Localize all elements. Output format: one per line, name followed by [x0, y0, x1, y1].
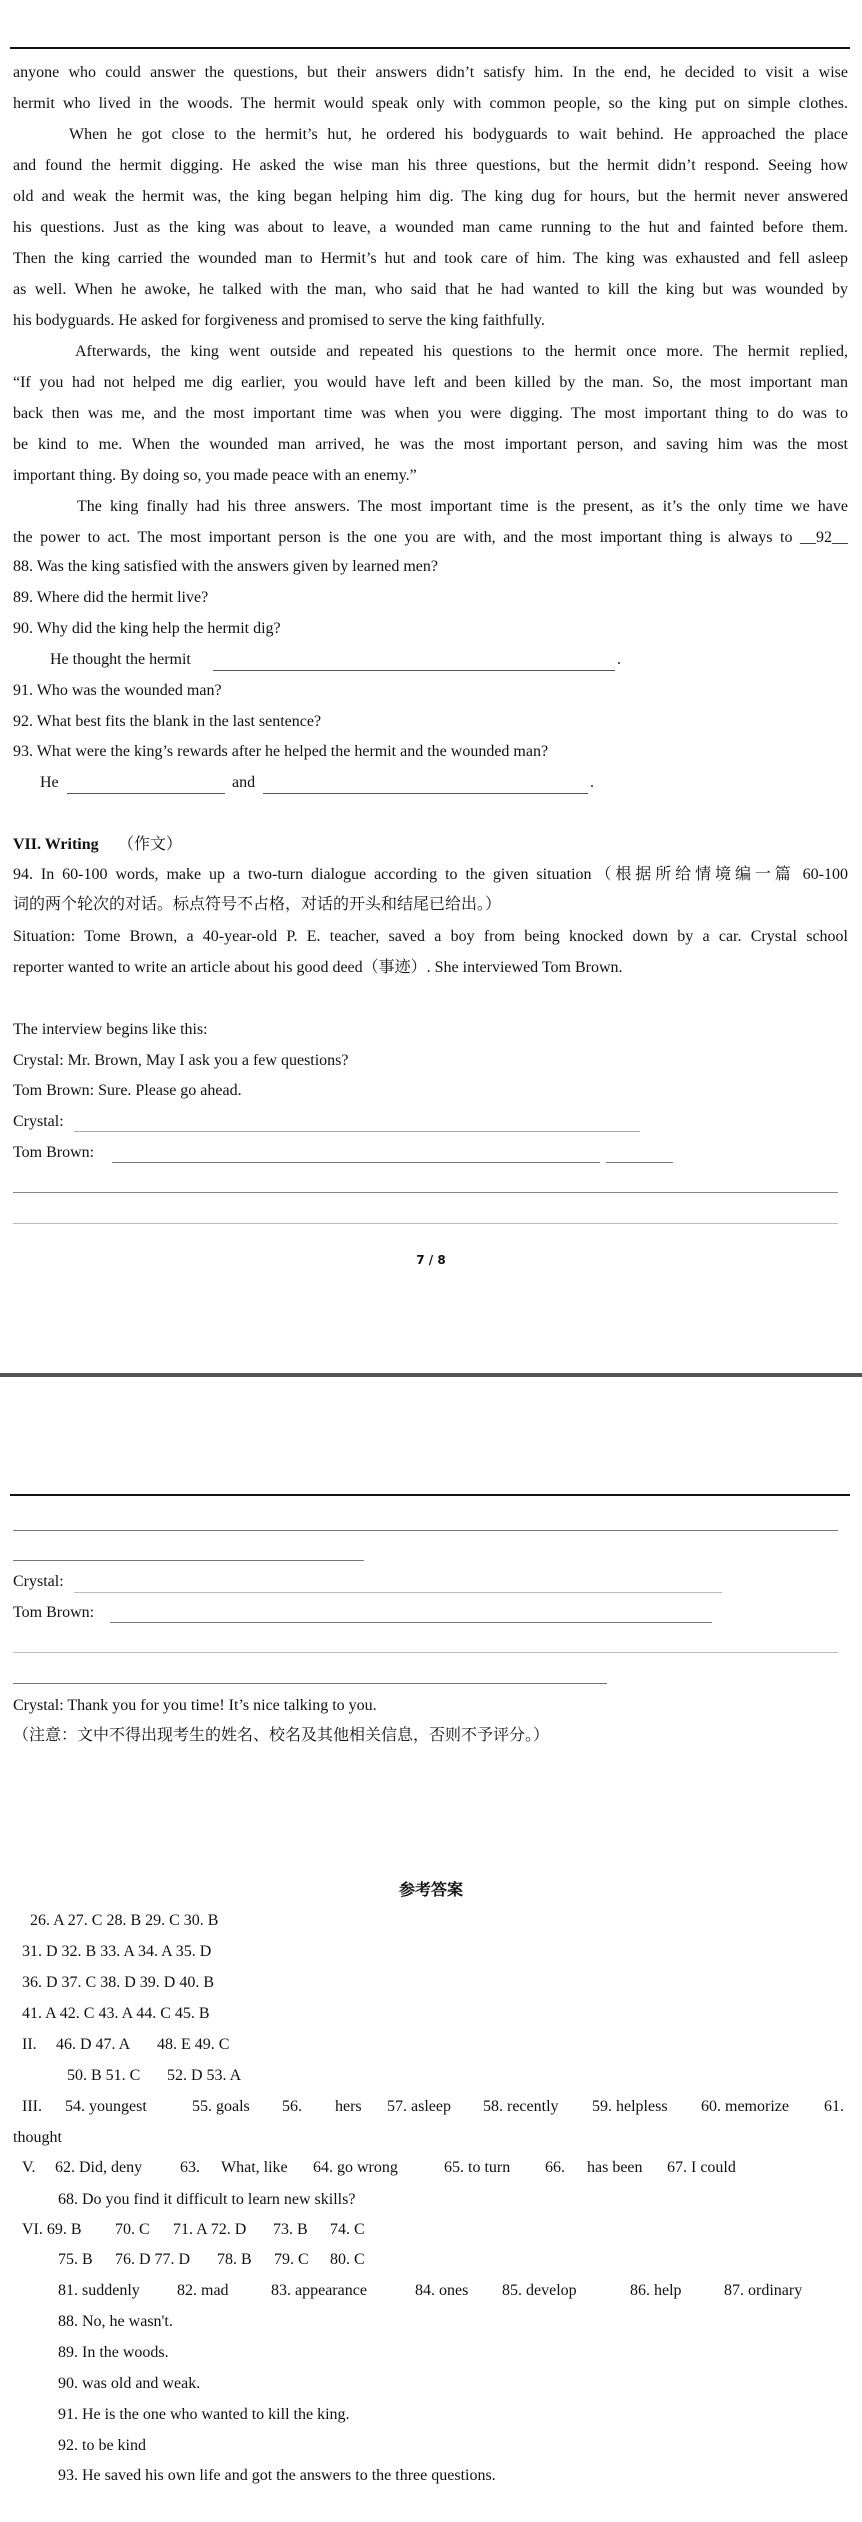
question-93-prompt: He	[40, 774, 59, 791]
question-88: 88. Was the king satisfied with the answers given by learned men?	[13, 558, 438, 575]
answer-item: 59. helpless	[592, 2098, 668, 2115]
answer-item: 64. go wrong	[313, 2159, 398, 2176]
answer-item: 87. ordinary	[724, 2282, 803, 2299]
answer-item: 61.	[824, 2098, 844, 2115]
passage-line: his questions. Just as the king was about to leave, a wounded man came running to the hut and fainted before them.	[13, 219, 848, 236]
question-90-prompt: He thought the hermit	[50, 651, 191, 668]
question-91: 91. Who was the wounded man?	[13, 682, 222, 699]
answer-item: VI. 69. B	[22, 2221, 82, 2238]
passage-line: anyone who could answer the questions, but their answers didn’t satisfy him. In the end, he decided to visit a wise	[13, 64, 848, 81]
passage-line: the power to act. The most important person is the one you are with, and the most important thing is always to __92__	[13, 529, 848, 546]
dialogue-line: Crystal: Mr. Brown, May I ask you a few questions?	[13, 1052, 349, 1069]
answer-item: 65. to turn	[444, 2159, 511, 2176]
answer-item: 74. C	[330, 2221, 365, 2238]
closing-line: Crystal: Thank you for you time! It’s nice talking to you.	[13, 1697, 377, 1714]
answer-item: 81. suddenly	[58, 2282, 140, 2299]
passage-line: his bodyguards. He asked for forgiveness and promised to serve the king faithfully.	[13, 312, 545, 329]
dialogue-line: Tom Brown: Sure. Please go ahead.	[13, 1082, 242, 1099]
answer-item: 90. was old and weak.	[58, 2375, 201, 2392]
writing-line	[13, 1192, 838, 1193]
answer-item: 46. D 47. A	[56, 2036, 131, 2053]
answer-item: thought	[13, 2129, 62, 2146]
answer-item: 85. develop	[502, 2282, 577, 2299]
period: .	[590, 774, 594, 791]
tom-brown-label: Tom Brown:	[13, 1144, 95, 1161]
crystal-label: Crystal:	[13, 1113, 64, 1130]
answer-item: 57. asleep	[387, 2098, 451, 2115]
note-line: （注意：文中不得出现考生的姓名、校名及其他相关信息，否则不予评分。）	[13, 1727, 550, 1744]
writing-line	[13, 1683, 607, 1684]
passage-line: Afterwards, the king went outside and repeated his questions to the hermit once more. The hermit replied,	[75, 343, 848, 360]
answer-item: 78. B	[217, 2251, 252, 2268]
answer-item: 63.	[180, 2159, 200, 2176]
answer-key-title: 参考答案	[398, 1880, 463, 1899]
answer-item: 62. Did, deny	[55, 2159, 143, 2176]
question-93-and: and	[232, 774, 256, 791]
answer-item: V.	[22, 2159, 36, 2176]
instruction-line: 94. In 60-100 words, make up a two-turn dialogue according to the given situation（根据所给情境编一篇 60-100	[13, 866, 848, 883]
writing-line	[13, 1652, 838, 1653]
answer-item: 48. E 49. C	[157, 2036, 230, 2053]
passage-line: important thing. By doing so, you made peace with an enemy.”	[13, 467, 417, 484]
situation-line: reporter wanted to write an article about his good deed（事迹）. She interviewed Tom Brown.	[13, 959, 623, 976]
answer-item: What, like	[221, 2159, 288, 2176]
passage-line: Then the king carried the wounded man to Hermit’s hut and took care of him. The king was exhausted and fell asleep	[13, 250, 848, 267]
tom-brown-label: Tom Brown:	[13, 1604, 95, 1621]
answer-item: III.	[22, 2098, 42, 2115]
page-number: 7 / 8	[416, 1253, 446, 1267]
answer-item: II.	[22, 2036, 37, 2053]
passage-line: “If you had not helped me dig earlier, you would have left and been killed by the man. So, the most important man	[13, 374, 848, 391]
answer-item: 76. D 77. D	[115, 2251, 191, 2268]
answer-item: 79. C	[274, 2251, 309, 2268]
answer-item: 70. C	[115, 2221, 150, 2238]
answer-item: 31. D 32. B 33. A 34. A 35. D	[22, 1943, 212, 1960]
answer-item: 93. He saved his own life and got the answers to the three questions.	[58, 2467, 496, 2484]
answer-item: 68. Do you find it difficult to learn new skills?	[58, 2191, 356, 2208]
answer-item: 54. youngest	[65, 2098, 147, 2115]
writing-line	[13, 1223, 838, 1224]
answer-blank-line	[213, 670, 615, 671]
period: .	[617, 651, 621, 668]
answer-item: 84. ones	[415, 2282, 469, 2299]
answer-item: 73. B	[273, 2221, 308, 2238]
passage-line: The king finally had his three answers. The most important time is the present, as it’s the only time we have	[77, 498, 848, 515]
header-rule	[10, 1494, 850, 1496]
question-93: 93. What were the king’s rewards after he helped the hermit and the wounded man?	[13, 743, 549, 760]
writing-line	[74, 1131, 640, 1132]
passage-line: back then was me, and the most important time was when you were digging. The most important thing to do was to	[13, 405, 848, 422]
writing-line	[110, 1622, 712, 1623]
answer-item: 26. A 27. C 28. B 29. C 30. B	[30, 1912, 219, 1929]
answer-item: 56.	[282, 2098, 302, 2115]
interview-intro: The interview begins like this:	[13, 1021, 208, 1038]
writing-line	[13, 1560, 364, 1561]
writing-line	[606, 1162, 673, 1163]
answer-blank-line	[263, 793, 588, 794]
answer-item: 41. A 42. C 43. A 44. C 45. B	[22, 2005, 210, 2022]
writing-line	[74, 1592, 722, 1593]
answer-item: 80. C	[330, 2251, 365, 2268]
answer-item: 86. help	[630, 2282, 682, 2299]
answer-blank-line	[67, 793, 225, 794]
answer-item: 89. In the woods.	[58, 2344, 169, 2361]
passage-line: old and weak the hermit was, the king began helping him dig. The king dug for hours, but the hermit never answered	[13, 188, 848, 205]
answer-item: 92. to be kind	[58, 2437, 146, 2454]
question-89: 89. Where did the hermit live?	[13, 589, 209, 606]
answer-item: 91. He is the one who wanted to kill the king.	[58, 2406, 350, 2423]
question-92: 92. What best fits the blank in the last sentence?	[13, 713, 322, 730]
passage-line: When he got close to the hermit’s hut, he ordered his bodyguards to wait behind. He approached the place	[69, 126, 848, 143]
passage-line: hermit who lived in the woods. The hermit would speak only with common people, so the king put on simple clothes.	[13, 95, 848, 112]
passage-line: as well. When he awoke, he talked with the man, who said that he had wanted to kill the king but was wounded by	[13, 281, 848, 298]
answer-item: has been	[587, 2159, 643, 2176]
answer-item: 75. B	[58, 2251, 93, 2268]
passage-line: be kind to me. When the wounded man arrived, he was the most important person, and saving him was the most	[13, 436, 848, 453]
answer-item: 52. D 53. A	[167, 2067, 242, 2084]
page-separator	[0, 1373, 862, 1377]
header-rule	[10, 47, 850, 49]
situation-line: Situation: Tome Brown, a 40-year-old P. E. teacher, saved a boy from being knocked down by a car. Crystal school	[13, 928, 848, 945]
section-heading: VII. Writing	[13, 836, 99, 853]
answer-item: 36. D 37. C 38. D 39. D 40. B	[22, 1974, 215, 1991]
crystal-label: Crystal:	[13, 1573, 64, 1590]
section-heading-cn: （作文）	[118, 836, 183, 853]
writing-line	[13, 1530, 838, 1531]
answer-item: 66.	[545, 2159, 565, 2176]
answer-item: 71. A 72. D	[173, 2221, 247, 2238]
answer-item: 88. No, he wasn't.	[58, 2313, 173, 2330]
answer-item: 60. memorize	[701, 2098, 789, 2115]
passage-line: and found the hermit digging. He asked the wise man his three questions, but the hermit didn’t respond. Seeing how	[13, 157, 848, 174]
answer-item: 50. B 51. C	[67, 2067, 141, 2084]
answer-item: 58. recently	[483, 2098, 559, 2115]
question-90: 90. Why did the king help the hermit dig?	[13, 620, 281, 637]
instruction-line: 词的两个轮次的对话。标点符号不占格，对话的开头和结尾已给出。）	[13, 896, 502, 913]
answer-item: 82. mad	[177, 2282, 229, 2299]
answer-item: 67. I could	[667, 2159, 736, 2176]
answer-item: 55. goals	[192, 2098, 250, 2115]
answer-item: 83. appearance	[271, 2282, 367, 2299]
answer-item: hers	[335, 2098, 362, 2115]
writing-line	[112, 1162, 600, 1163]
